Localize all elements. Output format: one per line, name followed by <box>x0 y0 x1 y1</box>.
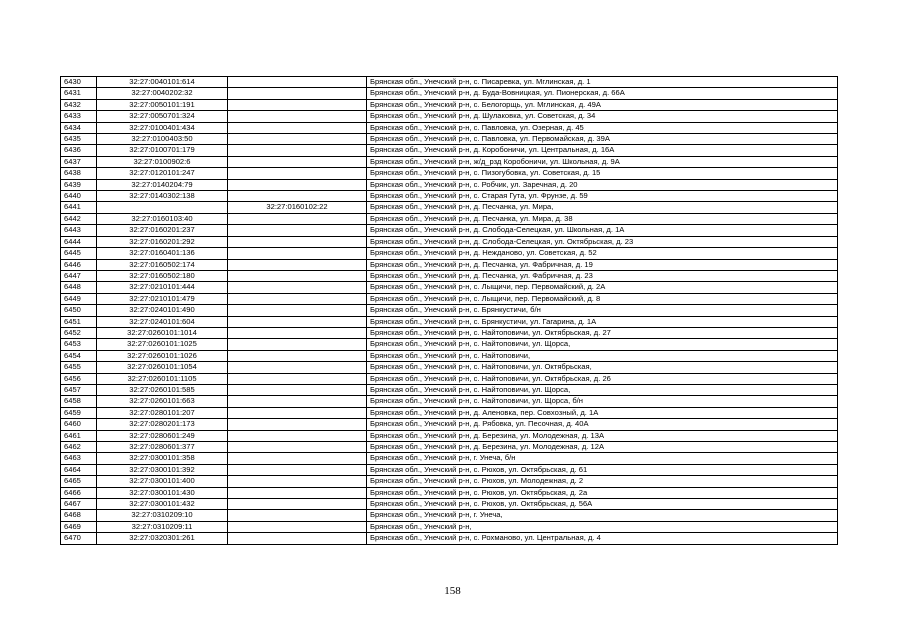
cadastral-number-alt-cell <box>228 77 367 88</box>
row-number-cell: 6448 <box>61 282 97 293</box>
row-number-cell: 6443 <box>61 225 97 236</box>
table-row <box>61 77 838 88</box>
cadastral-number-cell: 32:27:0240101:490 <box>97 305 228 316</box>
table-row <box>61 407 838 418</box>
table-row <box>61 316 838 327</box>
table-row <box>61 476 838 487</box>
address-cell: Брянская обл., Унечский р-н, д. Песчанка, ул. Мира, д. 38 <box>367 213 838 224</box>
cadastral-number-cell: 32:27:0100401:434 <box>97 122 228 133</box>
cadastral-number-alt-cell <box>228 88 367 99</box>
cadastral-number-alt-cell <box>228 179 367 190</box>
cadastral-number-cell: 32:27:0280601:249 <box>97 430 228 441</box>
table-row <box>61 373 838 384</box>
row-number-cell: 6463 <box>61 453 97 464</box>
table-row <box>61 248 838 259</box>
table-row <box>61 122 838 133</box>
table-row <box>61 88 838 99</box>
address-cell: Брянская обл., Унечский р-н, д. Березина, ул. Молодежная, д. 12А <box>367 442 838 453</box>
address-cell: Брянская обл., Унечский р-н, с. Белогорщь, ул. Мглинская, д. 49А <box>367 99 838 110</box>
cadastral-number-alt-cell <box>228 476 367 487</box>
row-number-cell: 6457 <box>61 384 97 395</box>
cadastral-number-alt-cell <box>228 213 367 224</box>
address-cell: Брянская обл., Унечский р-н, с. Рюхов, ул. Молодежная, д. 2 <box>367 476 838 487</box>
page-number: 158 <box>444 585 461 597</box>
table-row <box>61 145 838 156</box>
cadastral-number-alt-cell <box>228 453 367 464</box>
cadastral-number-cell: 32:27:0210101:444 <box>97 282 228 293</box>
address-cell: Брянская обл., Унечский р-н, д. Песчанка, ул. Фабричная, д. 23 <box>367 270 838 281</box>
address-cell: Брянская обл., Унечский р-н, с. Найтоповичи, ул. Щорса, <box>367 339 838 350</box>
table-row <box>61 259 838 270</box>
cadastral-number-cell: 32:27:0310209:11 <box>97 521 228 532</box>
row-number-cell: 6442 <box>61 213 97 224</box>
cadastral-number-alt-cell <box>228 430 367 441</box>
row-number-cell: 6455 <box>61 362 97 373</box>
row-number-cell: 6446 <box>61 259 97 270</box>
address-cell: Брянская обл., Унечский р-н, д. Березина, ул. Молодежная, д. 13А <box>367 430 838 441</box>
table-row <box>61 396 838 407</box>
row-number-cell: 6435 <box>61 134 97 145</box>
address-cell: Брянская обл., Унечский р-н, с. Рюхов, ул. Октябрьская, д. 2а <box>367 487 838 498</box>
cadastral-number-alt-cell <box>228 248 367 259</box>
cadastral-number-cell: 32:27:0300101:430 <box>97 487 228 498</box>
table-row <box>61 327 838 338</box>
cadastral-number-cell: 32:27:0040202:32 <box>97 88 228 99</box>
address-cell: Брянская обл., Унечский р-н, с. Робчик, ул. Заречная, д. 20 <box>367 179 838 190</box>
row-number-cell: 6439 <box>61 179 97 190</box>
row-number-cell: 6430 <box>61 77 97 88</box>
table-row <box>61 202 838 213</box>
cadastral-number-alt-cell <box>228 487 367 498</box>
address-cell: Брянская обл., Унечский р-н, д. Коробоничи, ул. Центральная, д. 16А <box>367 145 838 156</box>
cadastral-number-cell: 32:27:0260101:1025 <box>97 339 228 350</box>
row-number-cell: 6451 <box>61 316 97 327</box>
cadastral-number-cell: 32:27:0260101:1014 <box>97 327 228 338</box>
address-cell: Брянская обл., Унечский р-н, д. Нежданово, ул. Советская, д. 52 <box>367 248 838 259</box>
table-row <box>61 499 838 510</box>
cadastral-number-cell: 32:27:0260101:663 <box>97 396 228 407</box>
cadastral-number-alt-cell <box>228 282 367 293</box>
cadastral-number-alt-cell <box>228 191 367 202</box>
address-cell: Брянская обл., Унечский р-н, с. Писаревка, ул. Мглинская, д. 1 <box>367 77 838 88</box>
row-number-cell: 6440 <box>61 191 97 202</box>
address-cell: Брянская обл., Унечский р-н, с. Старая Гута, ул. Фрунзе, д. 59 <box>367 191 838 202</box>
table-row <box>61 282 838 293</box>
cadastral-number-cell: 32:27:0280101:207 <box>97 407 228 418</box>
cadastral-number-cell: 32:27:0300101:432 <box>97 499 228 510</box>
address-cell: Брянская обл., Унечский р-н, с. Найтоповичи, <box>367 350 838 361</box>
cadastral-number-alt-cell <box>228 464 367 475</box>
cadastral-number-cell: 32:27:0280201:173 <box>97 419 228 430</box>
cadastral-number-cell: 32:27:0300101:400 <box>97 476 228 487</box>
cadastral-number-alt-cell <box>228 293 367 304</box>
cadastral-number-cell: 32:27:0280601:377 <box>97 442 228 453</box>
address-cell: Брянская обл., Унечский р-н, д. Слобода-Селецкая, ул. Школьная, д. 1А <box>367 225 838 236</box>
row-number-cell: 6460 <box>61 419 97 430</box>
address-cell: Брянская обл., Унечский р-н, с. Найтоповичи, ул. Щорса, <box>367 384 838 395</box>
address-cell: Брянская обл., Унечский р-н, с. Найтоповичи, ул. Октябрьская, д. 26 <box>367 373 838 384</box>
row-number-cell: 6445 <box>61 248 97 259</box>
row-number-cell: 6436 <box>61 145 97 156</box>
address-cell: Брянская обл., Унечский р-н, г. Унеча, <box>367 510 838 521</box>
table-row <box>61 384 838 395</box>
table-row <box>61 293 838 304</box>
table-row <box>61 225 838 236</box>
row-number-cell: 6432 <box>61 99 97 110</box>
cadastral-number-cell: 32:27:0260101:1026 <box>97 350 228 361</box>
table-row <box>61 350 838 361</box>
cadastral-number-cell: 32:27:0040101:614 <box>97 77 228 88</box>
cadastral-number-alt-cell <box>228 350 367 361</box>
cadastral-number-alt-cell <box>228 510 367 521</box>
table-row <box>61 362 838 373</box>
cadastral-number-cell: 32:27:0100403:50 <box>97 134 228 145</box>
cadastral-number-alt-cell <box>228 156 367 167</box>
cadastral-number-alt-cell <box>228 407 367 418</box>
row-number-cell: 6441 <box>61 202 97 213</box>
cadastral-number-cell: 32:27:0160502:180 <box>97 270 228 281</box>
cadastral-number-cell: 32:27:0320301:261 <box>97 533 228 544</box>
row-number-cell: 6434 <box>61 122 97 133</box>
cadastral-number-cell <box>97 202 228 213</box>
row-number-cell: 6433 <box>61 111 97 122</box>
row-number-cell: 6447 <box>61 270 97 281</box>
row-number-cell: 6458 <box>61 396 97 407</box>
row-number-cell: 6450 <box>61 305 97 316</box>
table-row <box>61 111 838 122</box>
address-cell: Брянская обл., Унечский р-н, с. Рюхов, ул. Октябрьская, д. 56А <box>367 499 838 510</box>
address-cell: Брянская обл., Унечский р-н, д. Песчанка, ул. Фабричная, д. 19 <box>367 259 838 270</box>
table-row <box>61 487 838 498</box>
cadastral-number-alt-cell <box>228 270 367 281</box>
cadastral-number-alt-cell <box>228 419 367 430</box>
cadastral-number-alt-cell <box>228 521 367 532</box>
cadastral-number-cell: 32:27:0050101:191 <box>97 99 228 110</box>
table-row <box>61 442 838 453</box>
cadastral-number-cell: 32:27:0140302:138 <box>97 191 228 202</box>
row-number-cell: 6444 <box>61 236 97 247</box>
cadastral-number-cell: 32:27:0310209:10 <box>97 510 228 521</box>
cadastral-number-alt-cell <box>228 259 367 270</box>
cadastral-number-alt-cell <box>228 168 367 179</box>
address-cell: Брянская обл., Унечский р-н, с. Рохманово, ул. Центральная, д. 4 <box>367 533 838 544</box>
row-number-cell: 6449 <box>61 293 97 304</box>
table-body <box>61 77 838 545</box>
cadastral-number-cell: 32:27:0160201:292 <box>97 236 228 247</box>
address-cell: Брянская обл., Унечский р-н, с. Павловка, ул. Озерная, д. 45 <box>367 122 838 133</box>
row-number-cell: 6431 <box>61 88 97 99</box>
row-number-cell: 6462 <box>61 442 97 453</box>
table-row <box>61 134 838 145</box>
cadastral-number-alt-cell <box>228 236 367 247</box>
cadastral-number-cell: 32:27:0260101:1105 <box>97 373 228 384</box>
cadastral-number-cell: 32:27:0260101:585 <box>97 384 228 395</box>
cadastral-number-cell: 32:27:0120101:247 <box>97 168 228 179</box>
table-row <box>61 464 838 475</box>
table-row <box>61 510 838 521</box>
address-cell: Брянская обл., Унечский р-н, с. Найтоповичи, ул. Октябрьская, д. 27 <box>367 327 838 338</box>
row-number-cell: 6466 <box>61 487 97 498</box>
cadastral-number-alt-cell <box>228 373 367 384</box>
row-number-cell: 6453 <box>61 339 97 350</box>
cadastral-number-alt-cell <box>228 327 367 338</box>
cadastral-number-alt-cell <box>228 99 367 110</box>
address-cell: Брянская обл., Унечский р-н, ж/д_рзд Коробоничи, ул. Школьная, д. 9А <box>367 156 838 167</box>
table-row <box>61 453 838 464</box>
cadastral-number-alt-cell: 32:27:0160102:22 <box>228 202 367 213</box>
cadastral-number-cell: 32:27:0160401:136 <box>97 248 228 259</box>
address-cell: Брянская обл., Унечский р-н, д. Аленовка, пер. Совхозный, д. 1А <box>367 407 838 418</box>
row-number-cell: 6452 <box>61 327 97 338</box>
cadastral-number-cell: 32:27:0160201:237 <box>97 225 228 236</box>
cadastral-number-cell: 32:27:0160502:174 <box>97 259 228 270</box>
address-cell: Брянская обл., Унечский р-н, г. Унеча, б/н <box>367 453 838 464</box>
cadastral-number-cell: 32:27:0100902:6 <box>97 156 228 167</box>
cadastral-number-cell: 32:27:0050701:324 <box>97 111 228 122</box>
cadastral-number-alt-cell <box>228 122 367 133</box>
table-row <box>61 99 838 110</box>
row-number-cell: 6461 <box>61 430 97 441</box>
table-row <box>61 533 838 544</box>
cadastral-number-cell: 32:27:0300101:358 <box>97 453 228 464</box>
cadastral-number-cell: 32:27:0240101:604 <box>97 316 228 327</box>
address-cell: Брянская обл., Унечский р-н, <box>367 521 838 532</box>
row-number-cell: 6470 <box>61 533 97 544</box>
address-cell: Брянская обл., Унечский р-н, д. Шулаковка, ул. Советская, д. 34 <box>367 111 838 122</box>
address-cell: Брянская обл., Унечский р-н, с. Лыщичи, пер. Первомайский, д. 8 <box>367 293 838 304</box>
table-row <box>61 430 838 441</box>
row-number-cell: 6454 <box>61 350 97 361</box>
cadastral-number-alt-cell <box>228 442 367 453</box>
row-number-cell: 6459 <box>61 407 97 418</box>
table-row <box>61 191 838 202</box>
cadastral-number-cell: 32:27:0160103:40 <box>97 213 228 224</box>
cadastral-number-alt-cell <box>228 362 367 373</box>
address-cell: Брянская обл., Унечский р-н, с. Брянкустичи, ул. Гагарина, д. 1А <box>367 316 838 327</box>
cadastral-number-alt-cell <box>228 145 367 156</box>
address-cell: Брянская обл., Унечский р-н, д. Слобода-Селецкая, ул. Октябрьская, д. 23 <box>367 236 838 247</box>
cadastral-number-alt-cell <box>228 134 367 145</box>
row-number-cell: 6469 <box>61 521 97 532</box>
row-number-cell: 6467 <box>61 499 97 510</box>
table-row <box>61 521 838 532</box>
cadastral-number-alt-cell <box>228 225 367 236</box>
table-row <box>61 339 838 350</box>
cadastral-number-cell: 32:27:0210101:479 <box>97 293 228 304</box>
table-row <box>61 179 838 190</box>
row-number-cell: 6465 <box>61 476 97 487</box>
cadastral-number-alt-cell <box>228 396 367 407</box>
address-cell: Брянская обл., Унечский р-н, д. Песчанка, ул. Мира, <box>367 202 838 213</box>
address-cell: Брянская обл., Унечский р-н, д. Рябовка, ул. Песочная, д. 40А <box>367 419 838 430</box>
address-cell: Брянская обл., Унечский р-н, с. Лыщичи, пер. Первомайский, д. 2А <box>367 282 838 293</box>
row-number-cell: 6437 <box>61 156 97 167</box>
row-number-cell: 6438 <box>61 168 97 179</box>
cadastral-number-alt-cell <box>228 499 367 510</box>
cadastral-number-cell: 32:27:0260101:1054 <box>97 362 228 373</box>
cadastral-number-alt-cell <box>228 339 367 350</box>
property-table <box>60 76 838 545</box>
table-row <box>61 156 838 167</box>
address-cell: Брянская обл., Унечский р-н, с. Найтоповичи, ул. Октябрьская, <box>367 362 838 373</box>
cadastral-number-cell: 32:27:0140204:79 <box>97 179 228 190</box>
table-row <box>61 168 838 179</box>
cadastral-number-cell: 32:27:0100701:179 <box>97 145 228 156</box>
cadastral-number-alt-cell <box>228 384 367 395</box>
address-cell: Брянская обл., Унечский р-н, с. Брянкустичи, б/н <box>367 305 838 316</box>
cadastral-number-cell: 32:27:0300101:392 <box>97 464 228 475</box>
address-cell: Брянская обл., Унечский р-н, с. Пизогубовка, ул. Советская, д. 15 <box>367 168 838 179</box>
cadastral-number-alt-cell <box>228 533 367 544</box>
cadastral-number-alt-cell <box>228 111 367 122</box>
row-number-cell: 6456 <box>61 373 97 384</box>
row-number-cell: 6464 <box>61 464 97 475</box>
table-row <box>61 213 838 224</box>
address-cell: Брянская обл., Унечский р-н, с. Рюхов, ул. Октябрьская, д. 61 <box>367 464 838 475</box>
cadastral-number-alt-cell <box>228 316 367 327</box>
cadastral-number-alt-cell <box>228 305 367 316</box>
row-number-cell: 6468 <box>61 510 97 521</box>
address-cell: Брянская обл., Унечский р-н, с. Найтоповичи, ул. Щорса, б/н <box>367 396 838 407</box>
table-row <box>61 270 838 281</box>
address-cell: Брянская обл., Унечский р-н, с. Павловка, ул. Первомайская, д. 39А <box>367 134 838 145</box>
table-row <box>61 419 838 430</box>
table-row <box>61 305 838 316</box>
table-row <box>61 236 838 247</box>
address-cell: Брянская обл., Унечский р-н, д. Буда-Вовницкая, ул. Пионерская, д. 66А <box>367 88 838 99</box>
